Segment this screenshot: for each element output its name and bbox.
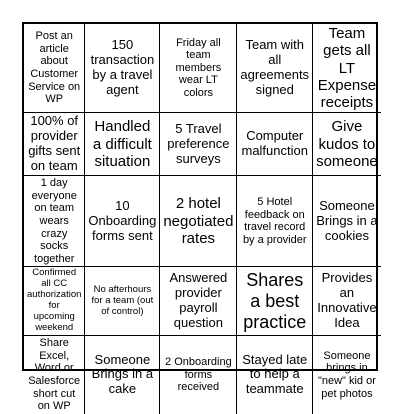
bingo-cell[interactable] <box>160 176 237 267</box>
bingo-board <box>22 22 378 413</box>
cell-text: Provides an Innovative Idea <box>317 270 377 331</box>
cell-text: 1 day everyone on team wears crazy socks together <box>31 177 77 265</box>
cell-text: Someone Brings in a cake <box>91 351 154 397</box>
cell-text: Team with all agreements signed <box>240 37 310 98</box>
bingo-cell[interactable] <box>85 24 160 113</box>
bingo-cell[interactable] <box>160 267 237 336</box>
cell-text: 5 Hotel feedback on travel record by a provider <box>242 195 307 246</box>
bingo-cell[interactable] <box>237 267 313 336</box>
cell-text: 5 Travel preference surveys <box>167 120 230 166</box>
cell-text: Answered provider payroll question <box>169 270 228 331</box>
bingo-cell[interactable] <box>85 267 160 336</box>
bingo-cell[interactable] <box>313 267 381 336</box>
cell-text: 10 Onboarding forms sent <box>88 197 157 243</box>
cell-text: Share Excel, Word or Salesforce short cut on WP <box>28 337 81 413</box>
cell-text: No afterhours for a team (out of control) <box>91 283 154 317</box>
cell-text: Friday all team members wear LT colors <box>175 36 222 100</box>
bingo-cell[interactable] <box>237 24 313 113</box>
cell-text: 150 transaction by a travel agent <box>90 37 155 98</box>
cell-text: Computer malfunction <box>241 128 308 159</box>
bingo-cell[interactable] <box>85 336 160 414</box>
cell-text: 100% of provider gifts sent on team <box>28 113 81 174</box>
bingo-cell[interactable] <box>24 336 85 414</box>
cell-text: Handled a difficult situation <box>92 118 152 170</box>
bingo-cell[interactable] <box>24 176 85 267</box>
bingo-cell[interactable] <box>85 113 160 176</box>
bingo-cell[interactable] <box>313 176 381 267</box>
bingo-cell[interactable] <box>160 113 237 176</box>
cell-text: Give kudos to someone <box>316 118 378 170</box>
cell-text: 2 Onboarding forms received <box>165 355 232 394</box>
bingo-cell[interactable] <box>313 24 381 113</box>
bingo-cell[interactable] <box>313 336 381 414</box>
bingo-cell[interactable] <box>24 267 85 336</box>
cell-text: Someone Brings in a cookies <box>316 197 378 243</box>
bingo-cell[interactable] <box>237 336 313 414</box>
bingo-cell[interactable] <box>24 24 85 113</box>
bingo-cell[interactable] <box>85 176 160 267</box>
bingo-cell[interactable] <box>160 24 237 113</box>
cell-text: Team gets all LT Expense receipts <box>317 25 377 111</box>
cell-text: Someone brings in "new" kid or pet photos <box>317 349 376 400</box>
bingo-cell[interactable] <box>237 176 313 267</box>
cell-text: Shares a best practice <box>243 270 307 332</box>
bingo-cell[interactable] <box>313 113 381 176</box>
bingo-cell[interactable] <box>24 113 85 176</box>
bingo-cell[interactable] <box>237 113 313 176</box>
cell-text: Post an article about Customer Service on WP <box>28 30 81 106</box>
cell-text: 2 hotel negotiated rates <box>163 195 234 247</box>
cell-text: Stayed late to help a teammate <box>242 351 308 397</box>
bingo-cell[interactable] <box>160 336 237 414</box>
cell-text: Confirmed all CC authorization for upcoming weekend <box>27 267 82 334</box>
